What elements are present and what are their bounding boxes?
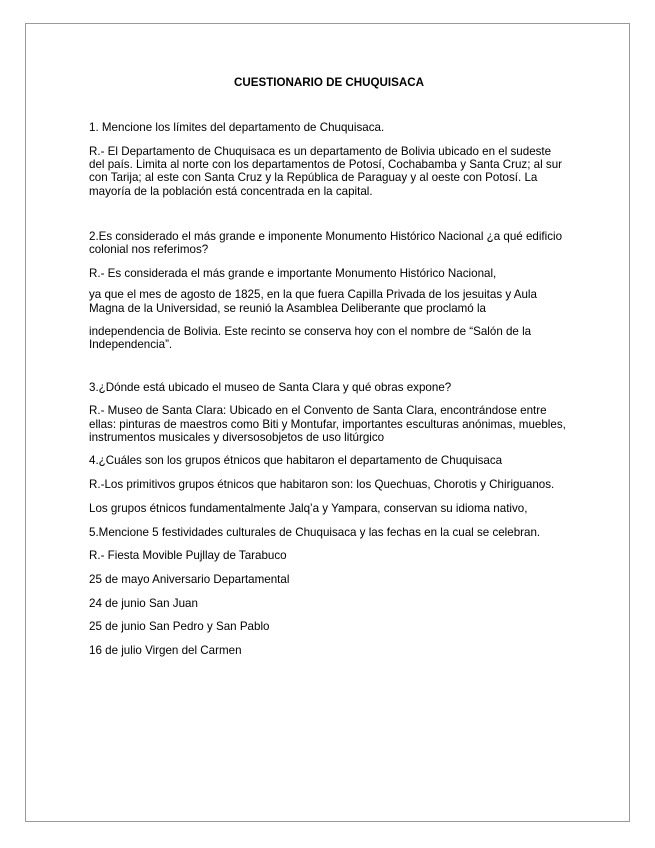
answer-4-part-1: R.-Los primitivos grupos étnicos que habitaron son: los Quechuas, Chorotis y Chiriguanos. [89, 478, 555, 492]
festivity-item: 25 de junio San Pedro y San Pablo [89, 620, 270, 634]
festivity-item: 25 de mayo Aniversario Departamental [89, 572, 290, 586]
festivity-item: 24 de junio San Juan [89, 596, 198, 610]
answer-3: R.- Museo de Santa Clara: Ubicado en el Convento de Santa Clara, encontrándose entre ellas: pinturas de maestros como Biti y Montufar, importantes esculturas anónimas, muebles, instrumentos musicales y diversosobjetos de uso litúrgico [89, 404, 566, 444]
question-3: 3.¿Dónde está ubicado el museo de Santa Clara y qué obras expone? [89, 380, 452, 394]
question-5: 5.Mencione 5 festividades culturales de Chuquisaca y las fechas en la cual se celebran. [89, 525, 541, 539]
question-4: 4.¿Cuáles son los grupos étnicos que habitaron el departamento de Chuquisaca [89, 454, 503, 468]
document-body [89, 76, 569, 668]
festivity-item: R.- Fiesta Movible Pujllay de Tarabuco [89, 549, 287, 563]
document-title: CUESTIONARIO DE CHUQUISACA [233, 76, 425, 89]
festivity-item: 16 de julio Virgen del Carmen [89, 644, 242, 658]
question-1: 1. Mencione los límites del departamento de Chuquisaca. [89, 121, 385, 135]
answer-2-part-2: ya que el mes de agosto de 1825, en la que fuera Capilla Privada de los jesuitas y Aula Magna de la Universidad, se reunió la Asamblea Deliberante que proclamó la [89, 288, 537, 315]
answer-2-part-1: R.- Es considerada el más grande e importante Monumento Histórico Nacional, [89, 266, 497, 280]
answer-2-part-3: independencia de Bolivia. Este recinto se conserva hoy con el nombre de “Salón de la Independencia”. [89, 325, 532, 352]
answer-4-part-2: Los grupos étnicos fundamentalmente Jalq’a y Yampara, conservan su idioma nativo, [89, 501, 528, 515]
document-page [25, 23, 630, 822]
question-2: 2.Es considerado el más grande e imponente Monumento Histórico Nacional ¿a qué edificio colonial nos referimos? [89, 229, 563, 256]
answer-1: R.- El Departamento de Chuquisaca es un departamento de Bolivia ubicado en el sudeste del país. Limita al norte con los departamentos de Potosí, Cochabamba y Santa Cruz; al sur con Tarija; al este con Santa Cruz y la República de Paraguay y al oeste con Potosí. La mayoría de la población está concentrada en la capital. [89, 144, 563, 198]
